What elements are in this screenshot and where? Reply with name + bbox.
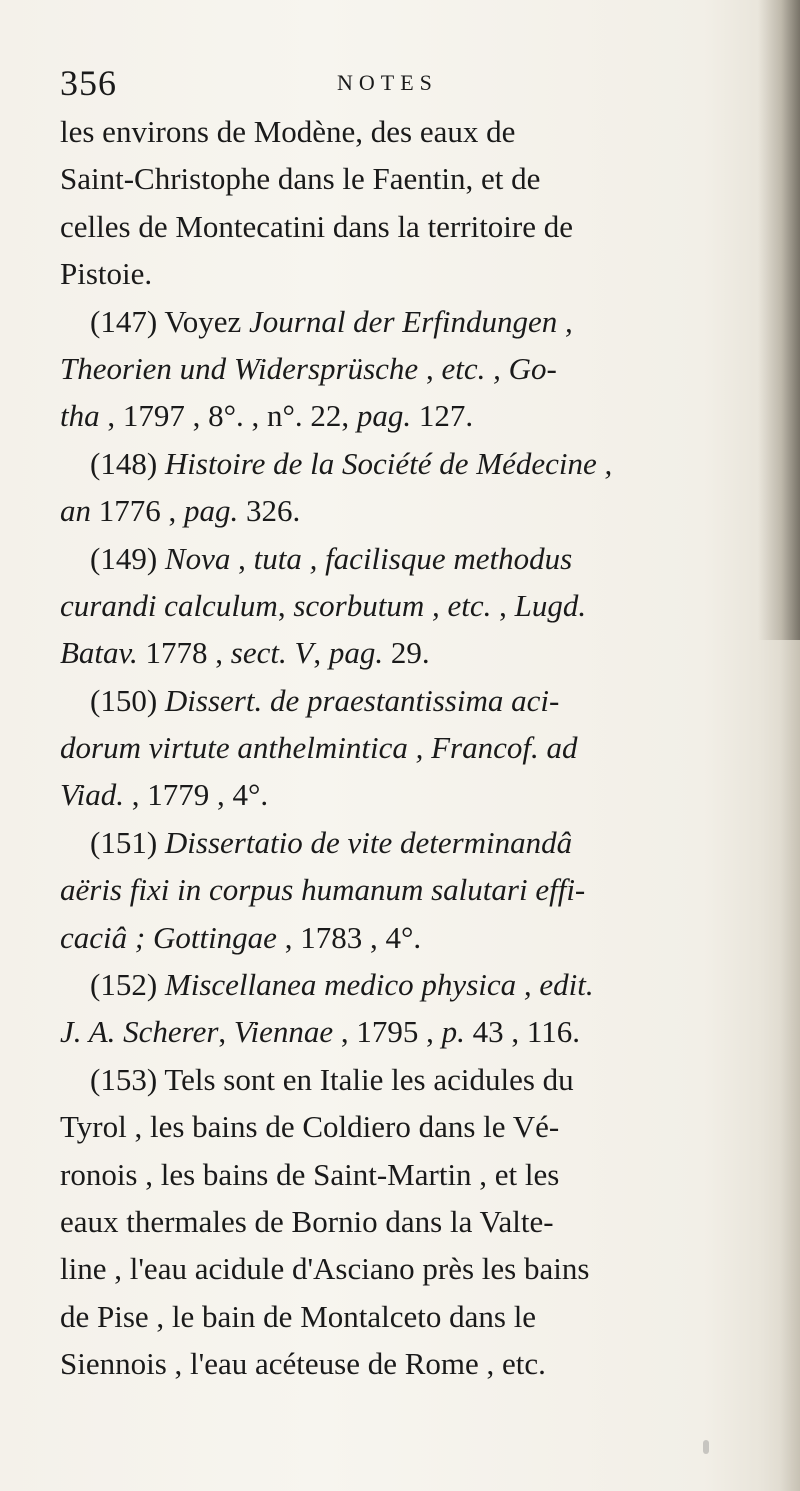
roman-text: (149) bbox=[90, 540, 165, 576]
text-line bbox=[60, 535, 760, 582]
roman-text: , 1797 , 8°. , n°. 22, bbox=[99, 398, 357, 434]
roman-text: (152) bbox=[90, 967, 165, 1003]
roman-text: Tyrol , les bains de Coldiero dans le Vé- bbox=[60, 1109, 560, 1145]
italic-text: Journal der Erfindungen , bbox=[249, 303, 573, 339]
text-line bbox=[60, 487, 760, 534]
roman-text: , bbox=[491, 587, 515, 623]
notes-text bbox=[60, 108, 760, 1388]
italic-text: curandi calculum bbox=[60, 587, 278, 623]
italic-text: Viad. bbox=[60, 777, 124, 813]
italic-text: J. A. Scherer bbox=[60, 1014, 219, 1050]
italic-text: Histoire de la Société de Médecine , bbox=[164, 445, 613, 481]
italic-text: Dissertatio de vite determinandâ bbox=[164, 824, 573, 860]
roman-text: 29. bbox=[383, 635, 430, 671]
text-line bbox=[60, 1245, 760, 1292]
roman-text: , bbox=[418, 350, 442, 386]
text-line bbox=[60, 629, 760, 676]
roman-text: , bbox=[218, 1014, 234, 1050]
text-line bbox=[60, 1008, 760, 1055]
roman-text: , bbox=[230, 540, 254, 576]
text-line bbox=[60, 914, 760, 961]
roman-text: eaux thermales de Bornio dans la Valte- bbox=[60, 1203, 554, 1239]
italic-text: tha bbox=[60, 398, 100, 434]
italic-text: an bbox=[60, 493, 91, 529]
italic-text: scorbutum , etc. bbox=[293, 587, 492, 623]
text-line bbox=[60, 677, 760, 724]
roman-text: Siennois , l'eau acéteuse de Rome , etc. bbox=[60, 1346, 546, 1382]
roman-text: (148) bbox=[90, 445, 165, 481]
text-line bbox=[60, 1103, 760, 1150]
page-number: 356 bbox=[60, 63, 117, 103]
text-line bbox=[60, 1293, 760, 1340]
roman-text: 1778 , bbox=[137, 635, 231, 671]
text-line bbox=[60, 961, 760, 1008]
text-line bbox=[60, 440, 760, 487]
roman-text: ronois , les bains de Saint-Martin , et les bbox=[60, 1156, 560, 1192]
text-line bbox=[60, 724, 760, 771]
italic-text: Nova bbox=[164, 540, 231, 576]
text-line bbox=[60, 771, 760, 818]
page-edge-shadow bbox=[758, 0, 800, 640]
italic-text: pag. bbox=[328, 635, 384, 671]
italic-text: Viennae bbox=[233, 1014, 334, 1050]
roman-text: Pistoie. bbox=[60, 256, 153, 292]
roman-text: les environs de Modène, des eaux de bbox=[60, 114, 516, 149]
text-line bbox=[60, 298, 760, 345]
italic-text: tuta , facilisque methodus bbox=[253, 540, 573, 576]
text-line bbox=[60, 392, 760, 439]
page-header bbox=[60, 62, 760, 106]
text-line bbox=[60, 819, 760, 866]
text-line bbox=[60, 203, 760, 250]
roman-text: , 1779 , 4°. bbox=[124, 777, 269, 813]
roman-text: celles de Montecatini dans la territoire de bbox=[60, 208, 574, 244]
italic-text: Batav. bbox=[60, 635, 138, 671]
italic-text: caciâ ; Gottingae bbox=[60, 919, 277, 955]
text-line bbox=[60, 250, 760, 297]
roman-text: (151) bbox=[90, 824, 165, 860]
italic-text: aëris fixi in corpus humanum salutari effi- bbox=[60, 872, 586, 908]
italic-text: Miscellanea medico physica , edit. bbox=[164, 967, 594, 1003]
roman-text: (150) bbox=[90, 682, 165, 718]
italic-text: sect. V bbox=[230, 635, 314, 671]
roman-text: , 1783 , 4°. bbox=[276, 919, 422, 955]
roman-text: 43 , 116. bbox=[464, 1014, 581, 1050]
text-line bbox=[60, 1056, 760, 1103]
roman-text: (153) Tels sont en Italie les acidules du bbox=[90, 1061, 574, 1097]
roman-text: line , l'eau acidule d'Asciano près les bains bbox=[60, 1251, 590, 1287]
italic-text: dorum virtute anthelmintica , Francof. ad bbox=[60, 730, 578, 766]
roman-text: (147) Voyez bbox=[90, 303, 249, 339]
ink-blot bbox=[703, 1440, 709, 1454]
running-head: NOTES bbox=[337, 70, 438, 95]
roman-text: 1776 , bbox=[91, 493, 184, 529]
text-line bbox=[60, 866, 760, 913]
italic-text: etc. , Go- bbox=[441, 350, 557, 386]
roman-text: 127. bbox=[411, 398, 474, 434]
roman-text: , bbox=[313, 635, 329, 671]
text-line bbox=[60, 1151, 760, 1198]
text-line bbox=[60, 582, 760, 629]
text-line bbox=[60, 1340, 760, 1387]
italic-text: pag. bbox=[356, 398, 412, 434]
italic-text: pag. bbox=[184, 493, 239, 529]
roman-text: Saint-Christophe dans le Faentin, et de bbox=[60, 161, 541, 197]
roman-text: de Pise , le bain de Montalceto dans le bbox=[60, 1298, 537, 1334]
roman-text: , bbox=[277, 587, 294, 623]
page-edge-shadow-lower bbox=[780, 640, 800, 1491]
roman-text: 326. bbox=[238, 493, 301, 529]
italic-text: Theorien und Widersprüsche bbox=[60, 350, 419, 386]
roman-text: , 1795 , bbox=[333, 1014, 442, 1050]
text-line bbox=[60, 345, 760, 392]
text-line bbox=[60, 108, 760, 155]
text-line bbox=[60, 1198, 760, 1245]
italic-text: Dissert. de praestantissima aci- bbox=[164, 682, 560, 718]
italic-text: Lugd. bbox=[514, 587, 587, 623]
italic-text: p. bbox=[441, 1014, 465, 1050]
text-line bbox=[60, 155, 760, 202]
